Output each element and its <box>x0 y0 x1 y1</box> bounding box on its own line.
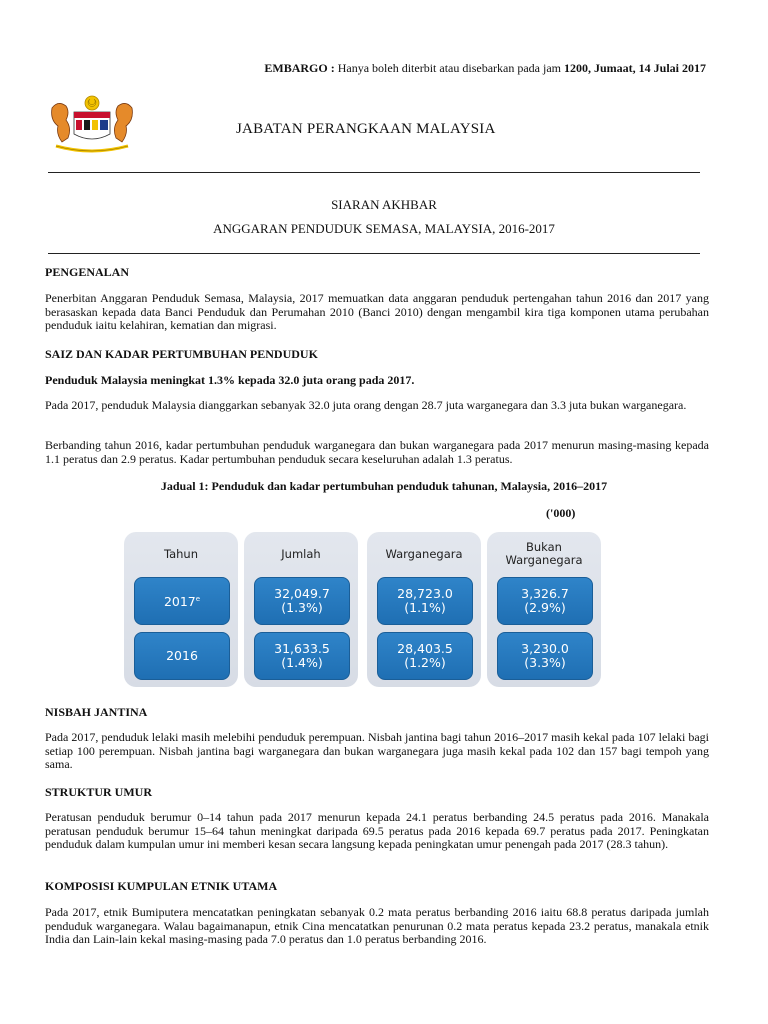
table-column-noncitizen <box>487 532 601 687</box>
paragraph-pengenalan: Penerbitan Anggaran Penduduk Semasa, Malaysia, 2017 memuatkan data anggaran penduduk pertengahan tahun 2016 dan 2017 yang berasaskan kepada data Banci Penduduk dan Perumahan 2010 (Banci 2010) dengan mengambil kira tiga komponen utama perubahan penduduk iaitu kelahiran, kematian dan migrasi. <box>45 291 709 332</box>
paragraph-saiz-1: Pada 2017, penduduk Malaysia dianggarkan sebanyak 32.0 juta orang dengan 28.7 juta warganegara dan 3.3 juta bukan warganegara. <box>45 398 687 412</box>
citizen-rate: (1.1%) <box>404 600 446 615</box>
column-header-noncitizen-line1: Bukan <box>526 540 562 554</box>
embargo-label: EMBARGO : <box>264 61 335 75</box>
cell-citizen-2016 <box>377 632 473 680</box>
table-column-citizen <box>367 532 481 687</box>
cell-year-2017 <box>134 577 230 625</box>
heading-saiz: SAIZ DAN KADAR PERTUMBUHAN PENDUDUK <box>45 347 318 361</box>
column-header-total: Jumlah <box>281 547 321 561</box>
heading-umur: STRUKTUR UMUR <box>45 785 153 799</box>
divider-top <box>48 172 700 173</box>
year-value: 2016 <box>166 648 198 663</box>
agency-name: JABATAN PERANGKAAN MALAYSIA <box>236 121 496 137</box>
heading-nisbah: NISBAH JANTINA <box>45 705 148 719</box>
cell-total-2017 <box>254 577 350 625</box>
table-column-year <box>124 532 238 687</box>
citizen-rate: (1.2%) <box>404 655 446 670</box>
table-unit: ('000) <box>546 506 576 520</box>
paragraph-nisbah: Pada 2017, penduduk lelaki masih melebihi penduduk perempuan. Nisbah jantina bagi tahun 2016–2017 masih kekal pada 107 lelaki bagi setiap 100 perempuan. Nisbah jantina bagi warganegara dan bukan warganegara juga masih kekal pada 102 dan 157 bagi tempoh yang sama. <box>45 730 709 771</box>
column-header-noncitizen <box>487 541 601 567</box>
embargo-text: Hanya boleh diterbit atau disebarkan pada jam <box>334 61 564 75</box>
release-title: ANGGARAN PENDUDUK SEMASA, MALAYSIA, 2016-2017 <box>213 221 555 236</box>
noncitizen-rate: (3.3%) <box>524 655 566 670</box>
citizen-value: 28,723.0 <box>397 586 453 601</box>
heading-pengenalan: PENGENALAN <box>45 265 130 279</box>
lead-saiz: Penduduk Malaysia meningkat 1.3% kepada 32.0 juta orang pada 2017. <box>45 373 415 387</box>
heading-etnik: KOMPOSISI KUMPULAN ETNIK UTAMA <box>45 879 278 893</box>
cell-citizen-2017 <box>377 577 473 625</box>
divider-bottom <box>48 253 700 254</box>
noncitizen-value: 3,326.7 <box>521 586 569 601</box>
cell-year-2016 <box>134 632 230 680</box>
embargo-time: 1200, Jumaat, 14 Julai 2017 <box>563 61 706 75</box>
cell-total-2016 <box>254 632 350 680</box>
malaysia-coat-of-arms-icon <box>46 94 138 156</box>
paragraph-saiz-2: Berbanding tahun 2016, kadar pertumbuhan penduduk warganegara dan bukan warganegara pada 2017 menurun masing-masing kepada 1.1 peratus dan 2.9 peratus. Kadar pertumbuhan penduduk secara keseluruhan adalah 1.3 peratus. <box>45 438 709 466</box>
total-value: 32,049.7 <box>274 586 330 601</box>
total-rate: (1.4%) <box>281 655 323 670</box>
release-type: SIARAN AKHBAR <box>331 197 437 212</box>
citizen-value: 28,403.5 <box>397 641 453 656</box>
cell-noncitizen-2017 <box>497 577 593 625</box>
column-header-year: Tahun <box>163 547 199 561</box>
paragraph-umur: Peratusan penduduk berumur 0–14 tahun pada 2017 menurun kepada 24.1 peratus berbanding 24.5 peratus pada 2016. Manakala peratusan penduduk berumur 15–64 tahun meningkat daripada 69.5 peratus pada 2016 kepada 69.7 peratus pada 2017. Peningkatan penduduk dalam kumpulan umur ini memberi kesan secara langsung kepada peningkatan umur penengah pada 2017 (28.3 tahun). <box>45 810 709 851</box>
noncitizen-rate: (2.9%) <box>524 600 566 615</box>
cell-noncitizen-2016 <box>497 632 593 680</box>
total-value: 31,633.5 <box>274 641 330 656</box>
table-column-total <box>244 532 358 687</box>
paragraph-etnik: Pada 2017, etnik Bumiputera mencatatkan peningkatan sebanyak 0.2 mata peratus berbanding 2016 iaitu 68.8 peratus daripada jumlah penduduk warganegara. Walau bagaimanapun, etnik Cina mencatatkan penurunan 0.2 mata peratus kepada 23.2 peratus, manakala etnik India dan Lain-lain kekal masing-masing pada 7.0 peratus dan 1.0 peratus berbanding 2016. <box>45 905 709 946</box>
embargo-line <box>264 61 706 76</box>
noncitizen-value: 3,230.0 <box>521 641 569 656</box>
estimate-marker: e <box>195 595 201 604</box>
total-rate: (1.3%) <box>281 600 323 615</box>
table-caption: Jadual 1: Penduduk dan kadar pertumbuhan penduduk tahunan, Malaysia, 2016–2017 <box>160 479 608 493</box>
column-header-noncitizen-line2: Warganegara <box>505 553 583 567</box>
year-value: 2017 <box>163 594 196 610</box>
column-header-citizen: Warganegara <box>385 547 463 561</box>
